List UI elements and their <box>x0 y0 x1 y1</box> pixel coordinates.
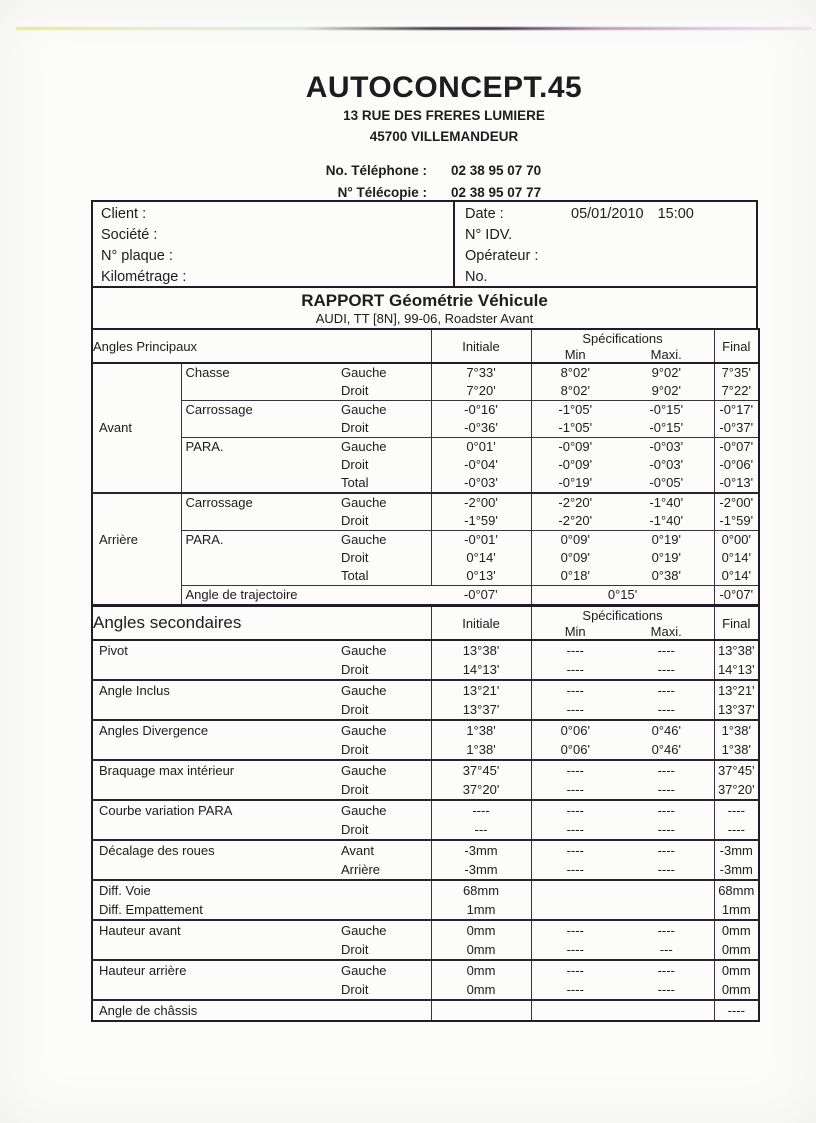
secondary-row <box>92 840 759 860</box>
cell-final: 1°38' <box>721 742 751 757</box>
cell-side <box>331 1000 431 1021</box>
cell-initiale: -0°07' <box>431 586 531 606</box>
column-maxi: Maxi. <box>650 347 682 362</box>
cell-final: -2°00' <box>714 493 759 512</box>
cell-initiale: 7°33' <box>431 363 531 382</box>
column-final: Final <box>714 329 759 363</box>
cell-spec-maxi: 9°02' <box>619 363 714 382</box>
cell-spec-min: -1°05' <box>558 420 593 435</box>
cell-spec-min: 8°02' <box>560 365 590 380</box>
cell-final: -0°07' <box>714 438 759 457</box>
cell-initiale: -2°00' <box>431 493 531 512</box>
societe-label: Société : <box>101 227 158 243</box>
cell-spec-maxi: 9°02' <box>619 382 714 401</box>
phone-row <box>26 160 816 182</box>
client-info-box <box>91 200 758 288</box>
cell-spec-min: -0°09' <box>558 457 593 472</box>
cell-spec-maxi: -0°03' <box>619 438 714 457</box>
cell-spec-min: 0°09' <box>560 550 590 565</box>
cell-final: 0°00' <box>714 531 759 550</box>
cell-spec-min: ---- <box>531 960 619 980</box>
cell-side: Gauche <box>331 401 431 420</box>
cell-final: 0°14' <box>721 568 751 583</box>
cell-spec-min: -0°19' <box>558 475 593 490</box>
fax-value: 02 38 95 07 77 <box>451 185 542 200</box>
cell-spec-min: ---- <box>566 982 584 997</box>
secondary-row <box>92 720 759 740</box>
cell-spec-min: ---- <box>531 800 619 820</box>
cell-final: 13°37' <box>717 702 755 717</box>
secondary-row <box>92 880 759 900</box>
date-row <box>465 204 756 225</box>
company-address-city: 45700 VILLEMANDEUR <box>369 129 519 144</box>
cell-side: Droit <box>331 700 431 720</box>
plaque-label: N° plaque : <box>101 248 173 264</box>
min-maxi-labels <box>532 624 714 639</box>
cell-initiale: -0°04' <box>431 456 531 474</box>
cell-spec-maxi: 0°38' <box>619 567 714 586</box>
secondary-row <box>92 920 759 940</box>
cell-category-empty <box>92 586 181 606</box>
cell-spec-maxi: -1°40' <box>619 512 714 531</box>
cell-spec-min: ---- <box>566 822 584 837</box>
cell-initiale: ---- <box>431 800 531 820</box>
cell-spec-maxi: ---- <box>619 700 714 720</box>
cell-initiale: 0mm <box>431 980 531 1000</box>
cell-spec-maxi: ---- <box>619 760 714 780</box>
secondary-angles-table <box>91 605 760 1022</box>
cell-final: -3mm <box>714 840 759 860</box>
column-initiale: Initiale <box>431 606 531 640</box>
cell-side: Gauche <box>331 680 431 700</box>
cell-spec-min <box>531 900 619 920</box>
cell-label: Pivot <box>92 640 331 680</box>
cell-side: Gauche <box>331 531 431 550</box>
cell-side <box>331 880 431 900</box>
principal-row <box>92 401 759 420</box>
cell-side: Droit <box>331 660 431 680</box>
cell-final: 37°45' <box>714 760 759 780</box>
cell-spec-maxi <box>619 1000 714 1021</box>
trajectory-row <box>92 586 759 606</box>
cell-label: Décalage des roues <box>92 840 331 880</box>
cell-final: 1°38' <box>714 720 759 740</box>
cell-final: -0°37' <box>719 420 754 435</box>
specifications-label: Spécifications <box>582 331 663 346</box>
cell-side: Gauche <box>331 720 431 740</box>
secondary-row <box>92 640 759 660</box>
cell-initiale: 14°13' <box>431 660 531 680</box>
cell-initiale: 1°38' <box>431 740 531 760</box>
cell-initiale: -0°36' <box>431 419 531 438</box>
secondary-row <box>92 900 759 920</box>
company-name: AUTOCONCEPT.45 <box>305 71 583 104</box>
cell-initiale: 0°01' <box>431 438 531 457</box>
report-header <box>91 288 758 328</box>
cell-side: Droit <box>331 940 431 960</box>
cell-spec-min: -2°20' <box>531 493 619 512</box>
cell-final: 0mm <box>721 982 751 997</box>
report-frame <box>91 200 758 1022</box>
cell-side: Droit <box>331 512 431 531</box>
cell-spec-min: 0°09' <box>531 531 619 550</box>
column-specifications <box>531 329 714 363</box>
cell-final: 13°21' <box>714 680 759 700</box>
cell-group: PARA. <box>181 531 331 586</box>
cell-label: Angle Inclus <box>92 680 331 720</box>
secondary-header-row <box>92 606 759 640</box>
secondary-row <box>92 800 759 820</box>
cell-initiale: 13°21' <box>431 680 531 700</box>
cell-initiale: -1°59' <box>431 512 531 531</box>
cell-initiale: 68mm <box>431 880 531 900</box>
cell-label: Angle de châssis <box>92 1000 331 1021</box>
cell-spec-maxi: ---- <box>619 820 714 840</box>
no-label: No. <box>465 269 488 285</box>
cell-label: Angle de trajectoire <box>181 586 431 606</box>
column-min: Min <box>564 624 586 639</box>
cell-category: Arrière <box>92 493 181 586</box>
cell-initiale: 0mm <box>431 960 531 980</box>
cell-side <box>331 900 431 920</box>
cell-final: 7°35' <box>721 365 751 380</box>
cell-side: Droit <box>331 456 431 474</box>
principal-angles-table <box>91 328 760 606</box>
cell-initiale: --- <box>431 820 531 840</box>
cell-final: -0°17' <box>714 401 759 420</box>
cell-spec-min: 8°02' <box>560 383 590 398</box>
cell-side: Gauche <box>331 493 431 512</box>
cell-side: Gauche <box>331 760 431 780</box>
cell-spec-min: ---- <box>531 640 619 660</box>
cell-initiale: 0mm <box>431 920 531 940</box>
cell-spec-maxi: -1°40' <box>619 493 714 512</box>
cell-spec-maxi: ---- <box>619 800 714 820</box>
operateur-label: Opérateur : <box>465 248 539 264</box>
cell-spec-min: ---- <box>566 662 584 677</box>
cell-final: ---- <box>714 1000 759 1021</box>
cell-spec-min: -0°09' <box>531 438 619 457</box>
cell-spec-min: ---- <box>531 760 619 780</box>
client-label: Client : <box>101 206 147 222</box>
cell-spec-maxi: ---- <box>619 660 714 680</box>
secondary-row <box>92 680 759 700</box>
cell-label: Hauteur avant <box>92 920 331 960</box>
cell-side: Total <box>331 474 431 493</box>
column-final: Final <box>714 606 759 640</box>
column-specifications <box>531 606 714 640</box>
time-value: 15:00 <box>657 206 694 222</box>
cell-side: Avant <box>331 840 431 860</box>
cell-spec-min: ---- <box>566 942 584 957</box>
cell-side: Gauche <box>331 640 431 660</box>
cell-final: 7°22' <box>721 383 751 398</box>
cell-final: 14°13' <box>717 662 755 677</box>
cell-final: 0mm <box>721 942 751 957</box>
cell-spec-min: ---- <box>566 862 584 877</box>
cell-initiale: 7°20' <box>431 382 531 401</box>
cell-spec-min: ---- <box>566 782 584 797</box>
cell-side: Droit <box>331 740 431 760</box>
cell-initiale: -3mm <box>431 860 531 880</box>
cell-spec-min <box>531 1000 619 1021</box>
cell-spec-min <box>531 880 619 900</box>
principal-row <box>92 363 759 382</box>
cell-side: Droit <box>331 382 431 401</box>
cell-spec-maxi <box>619 880 714 900</box>
cell-final: -0°06' <box>719 457 754 472</box>
cell-initiale: 37°20' <box>431 780 531 800</box>
cell-initiale: 1°38' <box>431 720 531 740</box>
report-title: RAPPORT Géométrie Véhicule <box>301 291 548 310</box>
cell-spec-min: 0°18' <box>560 568 590 583</box>
cell-spec-maxi: -0°03' <box>619 456 714 474</box>
fax-label: N° Télécopie : <box>337 185 427 200</box>
cell-initiale: 0°13' <box>431 567 531 586</box>
cell-spec-maxi: ---- <box>619 840 714 860</box>
cell-final: -0°07' <box>714 586 759 606</box>
phone-label: No. Téléphone : <box>325 163 427 178</box>
cell-side: Droit <box>331 780 431 800</box>
cell-final: 0°14' <box>721 550 751 565</box>
cell-spec-maxi: 0°19' <box>619 531 714 550</box>
cell-spec-min: 0°06' <box>560 742 590 757</box>
secondary-row <box>92 760 759 780</box>
cell-spec-maxi <box>619 900 714 920</box>
cell-initiale: 0°14' <box>431 549 531 567</box>
scan-artifact-line <box>16 27 812 30</box>
cell-side: Gauche <box>331 960 431 980</box>
cell-label: Braquage max intérieur <box>92 760 331 800</box>
secondary-section-title: Angles secondaires <box>92 606 431 640</box>
cell-spec-min: ---- <box>531 920 619 940</box>
cell-side: Droit <box>331 419 431 438</box>
cell-label: Hauteur arrière <box>92 960 331 1000</box>
cell-initiale: -3mm <box>431 840 531 860</box>
cell-initiale: 13°37' <box>431 700 531 720</box>
cell-final: 68mm <box>714 880 759 900</box>
cell-side: Gauche <box>331 363 431 382</box>
cell-spec-maxi: 0°46' <box>619 740 714 760</box>
cell-spec-maxi: ---- <box>619 920 714 940</box>
cell-initiale: 37°45' <box>431 760 531 780</box>
cell-spec-maxi: -0°15' <box>619 401 714 420</box>
column-min: Min <box>564 347 586 362</box>
principal-row <box>92 438 759 457</box>
cell-spec-min: -2°20' <box>558 513 593 528</box>
cell-spec-maxi: ---- <box>619 860 714 880</box>
letterhead <box>36 72 816 146</box>
cell-final: ---- <box>714 800 759 820</box>
cell-spec-min: 0°06' <box>531 720 619 740</box>
min-maxi-labels <box>532 347 714 362</box>
cell-final: 1mm <box>721 902 751 917</box>
cell-side: Arrière <box>331 860 431 880</box>
kilometrage-label: Kilométrage : <box>101 269 187 285</box>
client-info-left <box>93 202 453 286</box>
principal-row <box>92 493 759 512</box>
cell-label: Diff. Empattement <box>99 902 203 917</box>
specifications-label: Spécifications <box>582 608 663 623</box>
cell-spec-maxi: 0°19' <box>619 549 714 567</box>
vehicle-description: AUDI, TT [8N], 99-06, Roadster Avant <box>315 311 534 326</box>
cell-label: Courbe variation PARA <box>92 800 331 840</box>
column-initiale: Initiale <box>431 329 531 363</box>
idv-label: N° IDV. <box>465 227 513 243</box>
cell-spec-min: ---- <box>531 840 619 860</box>
cell-spec-min: -1°05' <box>531 401 619 420</box>
cell-group: PARA. <box>181 438 331 494</box>
principal-section-title: Angles Principaux <box>92 329 431 363</box>
cell-initiale: -0°01' <box>431 531 531 550</box>
cell-initiale <box>431 1000 531 1021</box>
cell-spec-maxi: ---- <box>619 680 714 700</box>
cell-spec-maxi: 0°46' <box>619 720 714 740</box>
cell-initiale: 1mm <box>431 900 531 920</box>
cell-spec: 0°15' <box>531 586 714 606</box>
cell-side: Total <box>331 567 431 586</box>
cell-group: Chasse <box>185 365 230 380</box>
cell-spec-maxi: ---- <box>619 980 714 1000</box>
phone-value: 02 38 95 07 70 <box>451 163 542 178</box>
cell-side: Droit <box>331 820 431 840</box>
secondary-row <box>92 960 759 980</box>
column-maxi: Maxi. <box>650 624 682 639</box>
date-label: Date : <box>465 206 504 222</box>
cell-spec-maxi: -0°05' <box>619 474 714 493</box>
principal-header-row <box>92 329 759 363</box>
cell-side: Gauche <box>331 438 431 457</box>
cell-final: 0mm <box>714 920 759 940</box>
cell-spec-min: ---- <box>566 702 584 717</box>
cell-side: Droit <box>331 549 431 567</box>
cell-spec-maxi: ---- <box>619 780 714 800</box>
contact-block <box>26 160 816 204</box>
cell-final: ---- <box>727 822 745 837</box>
cell-side: Gauche <box>331 800 431 820</box>
secondary-row <box>92 1000 759 1021</box>
cell-final: -3mm <box>719 862 753 877</box>
cell-side: Droit <box>331 980 431 1000</box>
cell-category: Avant <box>92 363 181 493</box>
client-info-right <box>453 202 756 286</box>
cell-spec-maxi: -0°15' <box>619 419 714 438</box>
cell-final: -1°59' <box>719 513 754 528</box>
cell-spec-min: ---- <box>531 680 619 700</box>
cell-initiale: 13°38' <box>431 640 531 660</box>
cell-final: 13°38' <box>714 640 759 660</box>
cell-initiale: 0mm <box>431 940 531 960</box>
cell-group: Carrossage <box>181 493 331 531</box>
cell-spec-maxi: --- <box>619 940 714 960</box>
cell-spec-maxi: ---- <box>619 640 714 660</box>
cell-initiale: -0°16' <box>431 401 531 420</box>
company-address-street: 13 RUE DES FRERES LUMIERE <box>343 108 545 123</box>
cell-group: Carrossage <box>181 401 331 438</box>
cell-final: -0°13' <box>719 475 754 490</box>
cell-label: Angles Divergence <box>92 720 331 760</box>
cell-spec-maxi: ---- <box>619 960 714 980</box>
cell-final: 0mm <box>714 960 759 980</box>
cell-side: Gauche <box>331 920 431 940</box>
cell-label: Diff. Voie <box>92 880 331 900</box>
cell-final: 37°20' <box>717 782 755 797</box>
cell-initiale: -0°03' <box>431 474 531 493</box>
date-value: 05/01/2010 <box>571 206 644 222</box>
principal-row <box>92 531 759 550</box>
